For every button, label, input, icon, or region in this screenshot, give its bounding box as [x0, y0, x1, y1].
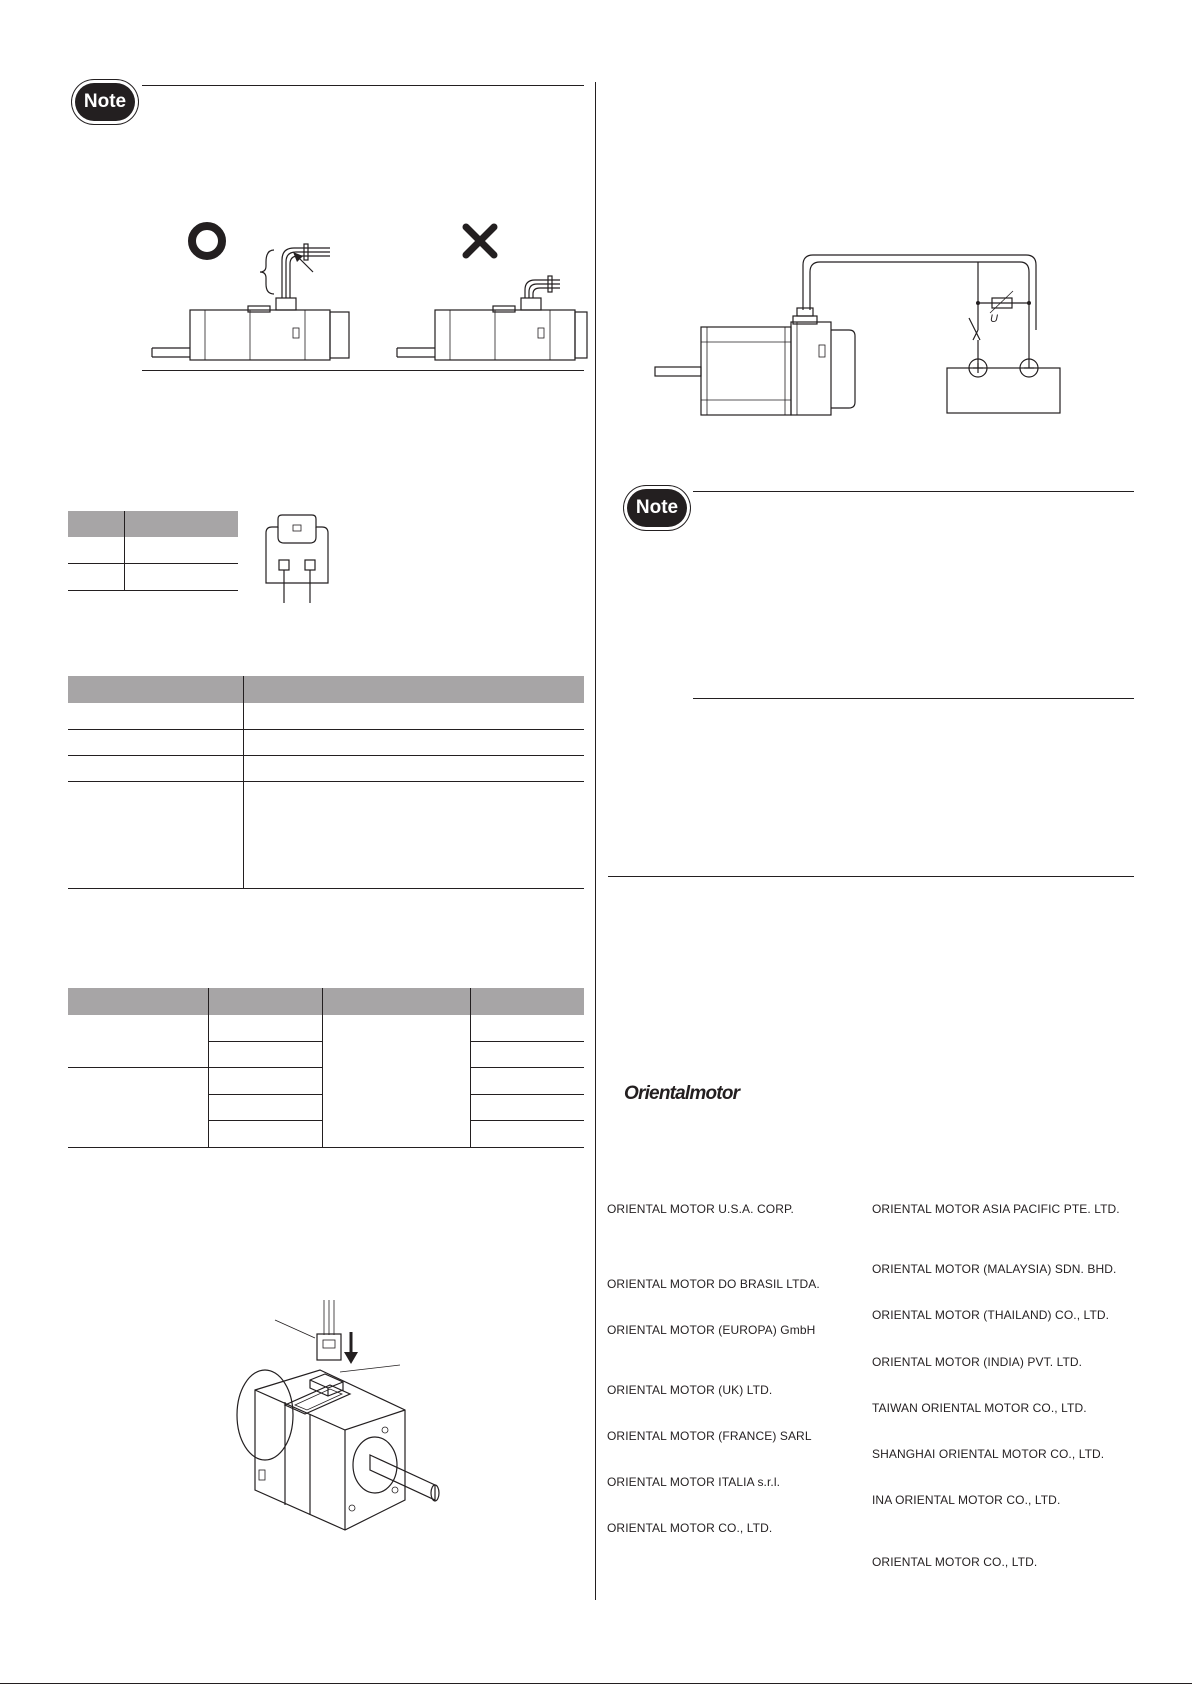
- company-name: ORIENTAL MOTOR ITALIA s.r.l.: [607, 1475, 781, 1489]
- company-name: ORIENTAL MOTOR (EUROPA) GmbH: [607, 1323, 816, 1337]
- company-name: ORIENTAL MOTOR (FRANCE) SARL: [607, 1429, 812, 1443]
- company-name: SHANGHAI ORIENTAL MOTOR CO., LTD.: [872, 1447, 1105, 1461]
- company-name: ORIENTAL MOTOR ASIA PACIFIC PTE. LTD.: [872, 1202, 1120, 1216]
- correct-mark-icon: [192, 226, 222, 256]
- note-badge-2: [627, 489, 687, 527]
- motor-table-col-divider: [470, 988, 471, 1148]
- pin-table-row-line: [68, 563, 238, 564]
- motor-table-header: [68, 988, 584, 1015]
- varistor-wiring-diagram: [655, 250, 1075, 420]
- note-top-rule-1: [142, 85, 584, 86]
- company-name: ORIENTAL MOTOR CO., LTD.: [607, 1521, 773, 1535]
- note-label: Note: [83, 91, 127, 112]
- motor-table-row-line: [470, 1067, 584, 1068]
- spec-table-row-line: [68, 755, 584, 756]
- motor-table-row-line: [470, 1041, 584, 1042]
- company-name: ORIENTAL MOTOR (UK) LTD.: [607, 1383, 773, 1397]
- cable-routing-diagram: [140, 210, 590, 365]
- motor-correct-routing: [152, 244, 349, 360]
- company-name: ORIENTAL MOTOR (THAILAND) CO., LTD.: [872, 1308, 1110, 1322]
- company-name: ORIENTAL MOTOR (INDIA) PVT. LTD.: [872, 1355, 1083, 1369]
- company-name: INA ORIENTAL MOTOR CO., LTD.: [872, 1493, 1061, 1507]
- motor-table-row-line: [208, 1094, 322, 1095]
- incorrect-mark-icon: [466, 227, 494, 255]
- spec-table-row-line: [68, 781, 584, 782]
- motor-table-row-line: [208, 1120, 322, 1121]
- company-name: ORIENTAL MOTOR U.S.A. CORP.: [607, 1202, 794, 1216]
- spec-table-row-line: [68, 888, 584, 889]
- company-name: ORIENTAL MOTOR DO BRASIL LTDA.: [607, 1277, 820, 1291]
- note-badge-1: [75, 83, 135, 121]
- motor-table-row-line: [208, 1041, 322, 1042]
- note-bottom-rule-2: [693, 698, 1134, 699]
- pin-table-row-line: [68, 590, 238, 591]
- section-rule: [608, 876, 1134, 877]
- pin-table-header: [68, 511, 238, 537]
- motor-connector-illustration: [225, 1290, 455, 1580]
- note-bottom-rule-1: [142, 370, 584, 371]
- company-name: ORIENTAL MOTOR CO., LTD.: [872, 1555, 1038, 1569]
- note-top-rule-2: [693, 491, 1134, 492]
- spec-table-header: [68, 676, 584, 703]
- motor-table-col-divider: [208, 988, 209, 1148]
- connector-pinout-diagram: [260, 515, 340, 605]
- company-name: TAIWAN ORIENTAL MOTOR CO., LTD.: [872, 1401, 1087, 1415]
- pin-table-col-divider: [124, 511, 125, 591]
- column-divider: [595, 82, 596, 1600]
- company-name: ORIENTAL MOTOR (MALAYSIA) SDN. BHD.: [872, 1262, 1117, 1276]
- motor-table-col-divider: [322, 988, 323, 1148]
- motor-table-row-line: [68, 1147, 584, 1148]
- motor-table-row-line: [68, 1067, 322, 1068]
- brand-logo: Orientalmotor: [624, 1083, 740, 1104]
- motor-incorrect-routing: [397, 276, 587, 360]
- spec-table-row-line: [68, 729, 584, 730]
- varistor-symbol-label: U: [990, 313, 998, 325]
- spec-table-col-divider: [243, 676, 244, 888]
- page-bottom-rule: [0, 1683, 1192, 1684]
- motor-table-row-line: [470, 1094, 584, 1095]
- note-label: Note: [635, 497, 679, 518]
- motor-table-row-line: [470, 1120, 584, 1121]
